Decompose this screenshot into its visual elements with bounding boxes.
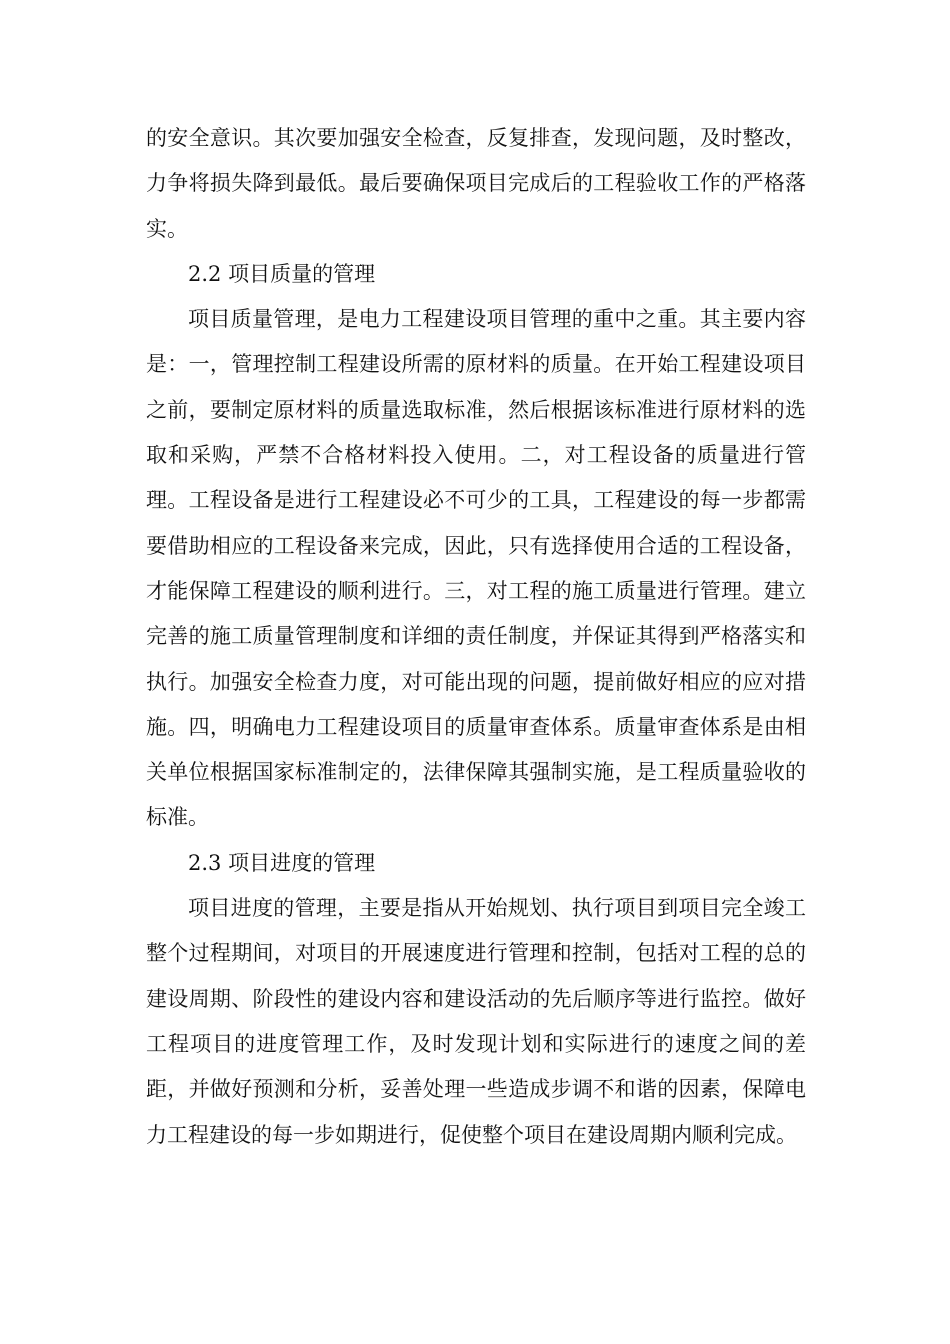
paragraph-quality-management: 项目质量管理，是电力工程建设项目管理的重中之重。其主要内容是：一，管理控制工程建设所需的原材料的质量。在开始工程建设项目之前，要制定原材料的质量选取标准，然后根据该标准进行原材料的选取和采购，严禁不合格材料投入使用。二，对工程设备的质量进行管理。工程设备是进行工程建设必不可少的工具，工程建设的每一步都需要借助相应的工程设备来完成，因此，只有选择使用合适的工程设备，才能保障工程建设的顺利进行。三，对工程的施工质量进行管理。建立完善的施工质量管理制度和详细的责任制度，并保证其得到严格落实和执行。加强安全检查力度，对可能出现的问题，提前做好相应的应对措施。四，明确电力工程建设项目的质量审查体系。质量审查体系是由相关单位根据国家标准制定的，法律保障其强制实施，是工程质量验收的标准。	[146, 307, 806, 830]
paragraph-schedule-management: 项目进度的管理，主要是指从开始规划、执行项目到项目完全竣工整个过程期间，对项目的开展速度进行管理和控制，包括对工程的总的建设周期、阶段性的建设内容和建设活动的先后顺序等进行监控。做好工程项目的进度管理工作，及时发现计划和实际进行的速度之间的差距，并做好预测和分析，妥善处理一些造成步调不和谐的因素，保障电力工程建设的每一步如期进行，促使整个项目在建设周期内顺利完成。	[146, 896, 806, 1147]
paragraph-safety-continuation: 的安全意识。其次要加强安全检查，反复排查，发现问题，及时整改，力争将损失降到最低。最后要确保项目完成后的工程验收工作的严格落实。	[146, 126, 806, 241]
page-content	[146, 116, 806, 1158]
section-heading-quality-management: 2.2 项目质量的管理	[188, 261, 376, 286]
section-heading-schedule-management: 2.3 项目进度的管理	[188, 850, 376, 875]
